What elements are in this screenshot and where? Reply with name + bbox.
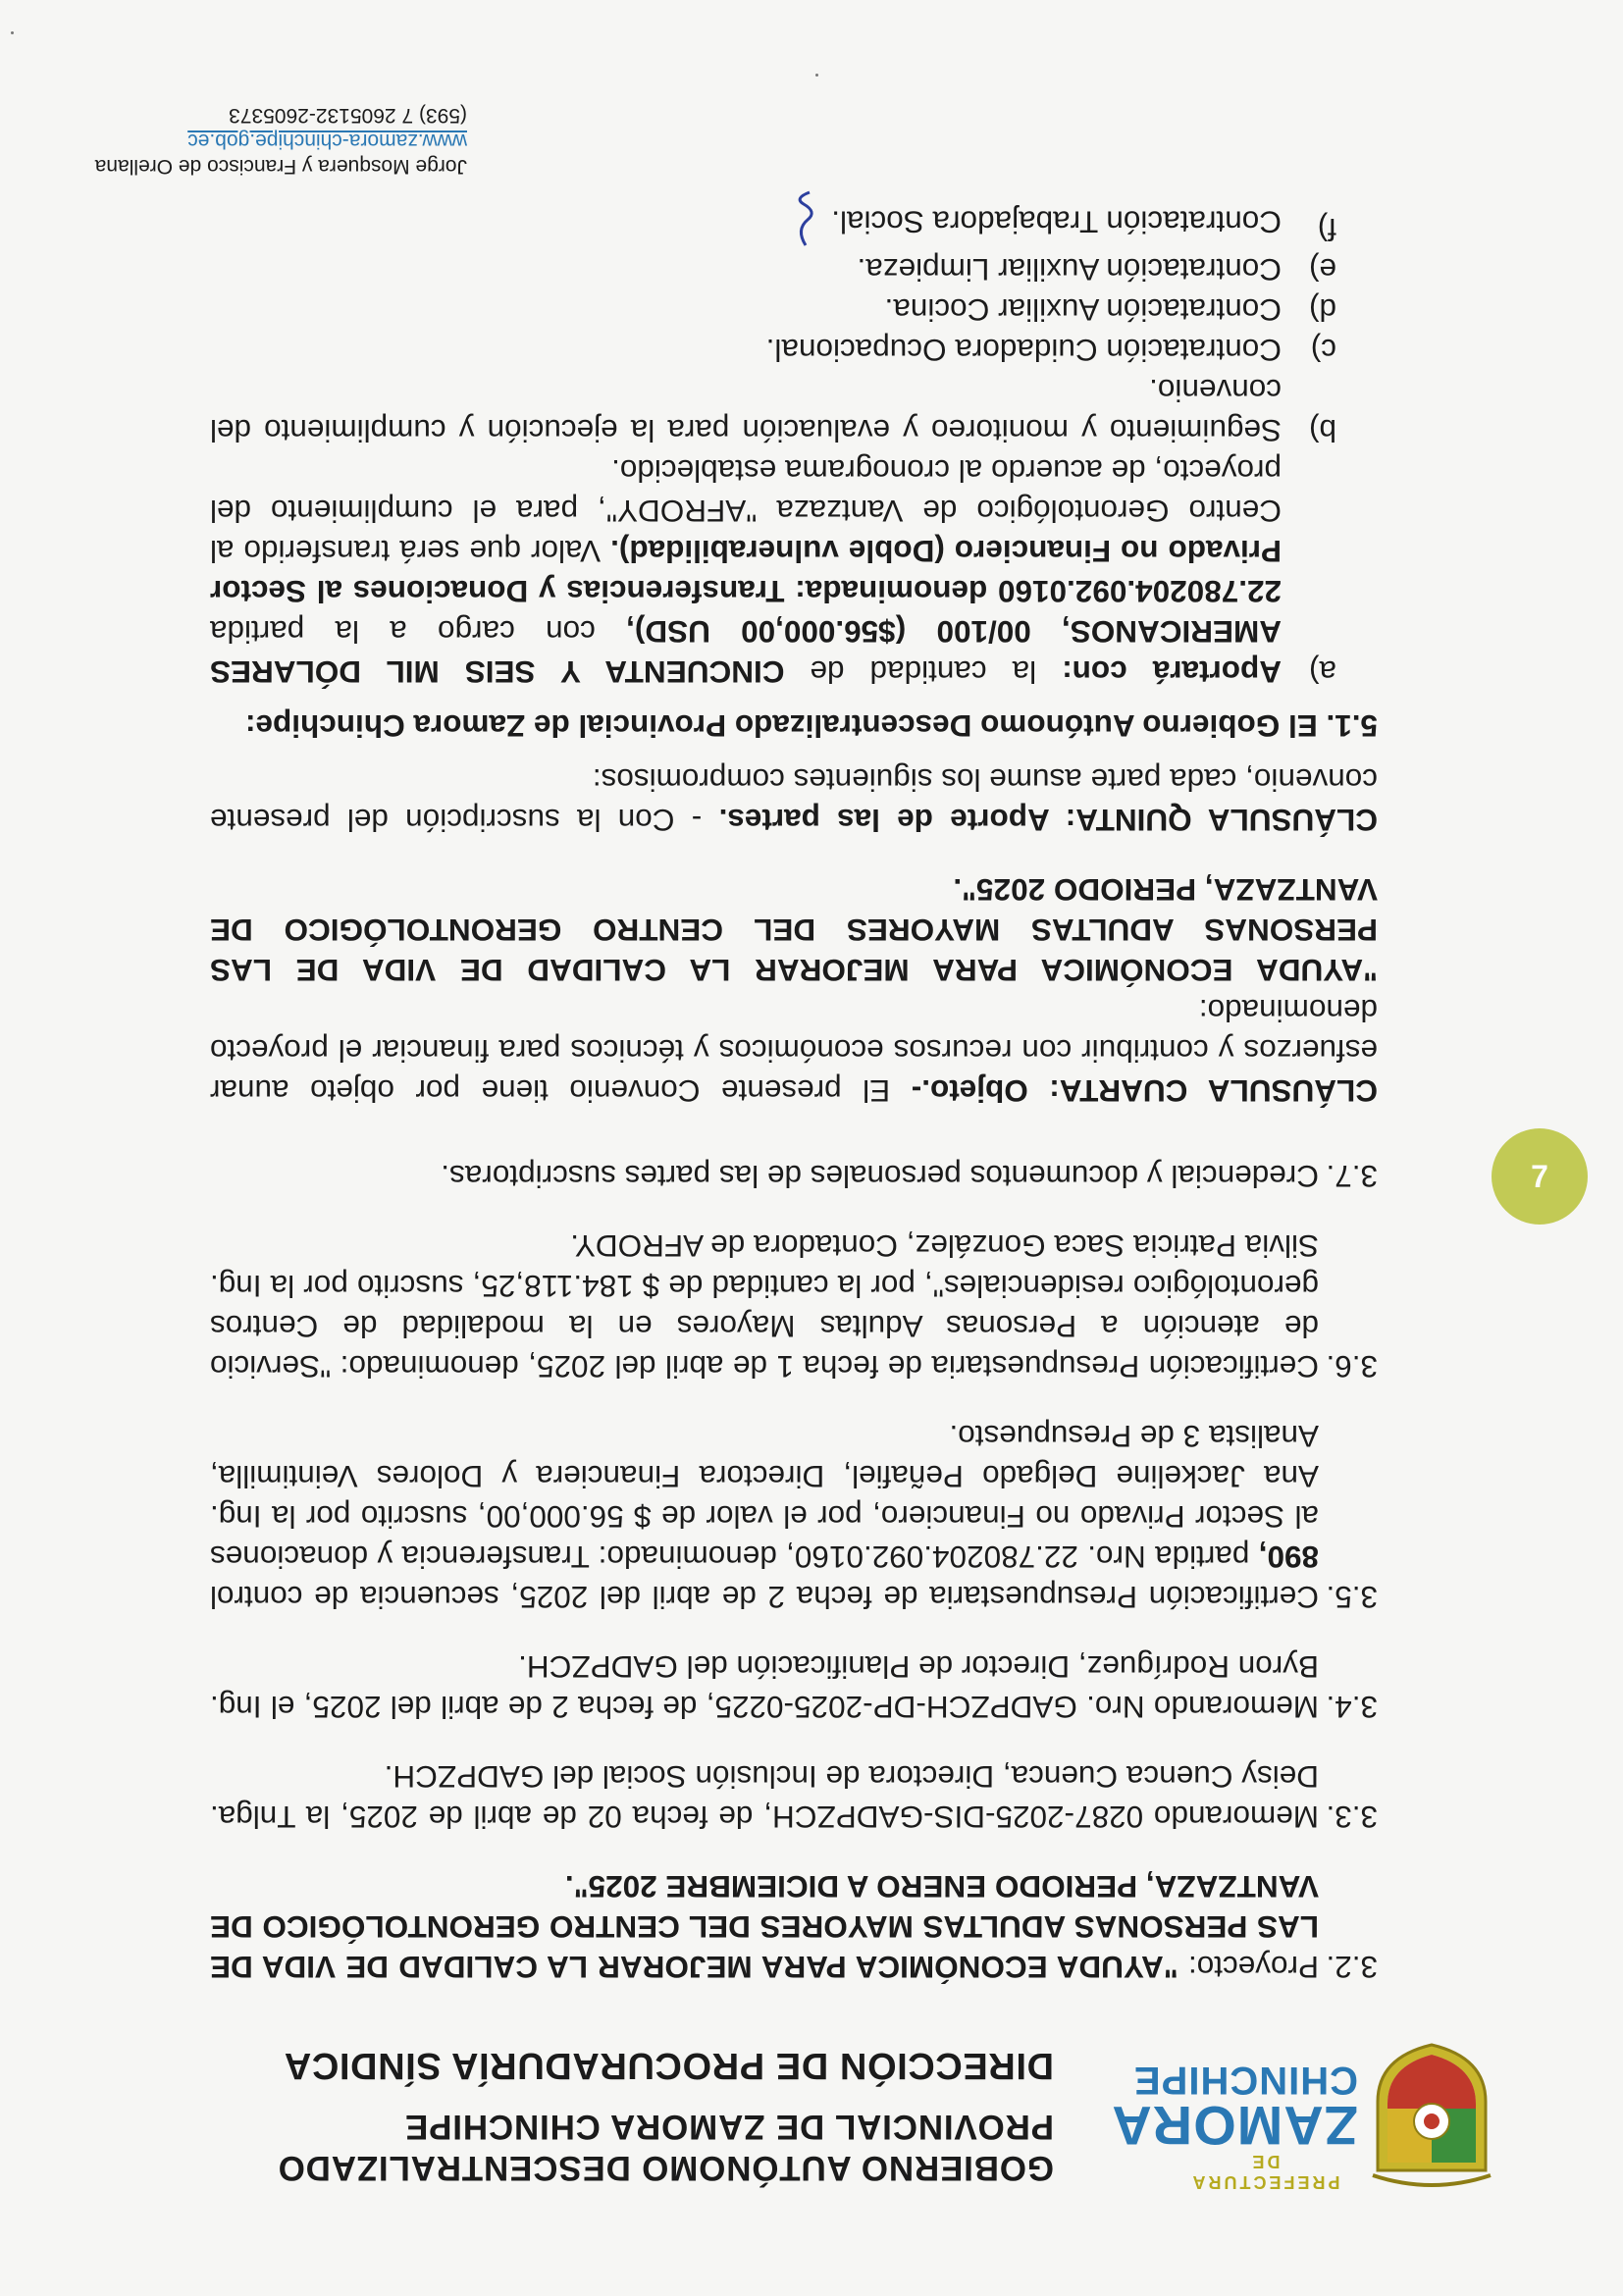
obligation-text: la cantidad de [784,654,1063,690]
item-number: 3.4. [1326,1690,1378,1725]
institution-line-1: GOBIERNO AUTÓNOMO DESCENTRALIZADO [277,2149,1054,2187]
item-text: Credencial y documentos personales de las partes suscriptoras. [441,1159,1319,1194]
item-text-cont: partida Nro. 22.780204.092.0160, denominado: Transferencia y donaciones al Sector Privado no Financiero, por el valor de $ 56.000,00, suscrito por la Ing. Ana Jackeline Delgado Peñafiel, Directora Financiera y Dolores Veintimilla, Analista 3 de Presupuesto. [210,1419,1319,1575]
scan-speck [815,74,818,77]
obligation-text: con cargo a la partida [209,614,627,650]
clausula-cuarta-text: El presente Convenio tiene por objeto aunar esfuerzos y contribuir con recursos económicos y técnicos para financiar el proyecto denominado: [210,993,1378,1109]
scan-speck [11,31,14,34]
logo-prefectura-text: PREFECTURA DE [1189,2152,1340,2192]
item-text: Certificación Presupuestaria de fecha 1 de abril del 2025, denominado: "Servicio de atención a Personas Adultas Mayores en la modalidad de Centros gerontológico residenciales", por la cantidad de $ 184.118,25, suscrito por la Ing. Silvia Patricia Saca González, Contadora de AFRODY. [210,1228,1319,1384]
obligations-list [210,190,1336,692]
item-number: 3.7. [1326,1159,1378,1194]
item-text: "AYUDA ECONÓMICA PARA MEJORAR LA CALIDAD DE VIDA DE LAS PERSONAS ADULTAS MAYORES DEL CENTRO GERONTOLÓGICO DE VANTZAZA, PERIODO ENERO A DICIEMBRE 2025". [210,1869,1319,1985]
footer-phone: (593) 7 2605132-2605373 [229,104,467,127]
handwritten-initial-mark [790,190,823,249]
institution-line-2: PROVINCIAL DE ZAMORA CHINCHIPE [404,2108,1054,2146]
obligation-letter: b) [1308,413,1336,448]
clausula-cuarta-project: "AYUDA ECONÓMICA PARA MEJORAR LA CALIDAD DE VIDA DE LAS PERSONAS ADULTAS MAYORES DEL CENTRO GERONTOLÓGICO DE VANTZAZA, PERIODO 2025". [210,872,1378,988]
budget-line-text: 22.780204.092.0160 denominada: Transferencias y Donaciones al Sector Privado no Financiero (Doble vulnerabilidad). [210,534,1282,609]
footer-website-link[interactable]: www.zamora-chinchipe.gob.ec [187,130,467,152]
obligation-text: Contratación Auxiliar Cocina. [884,292,1282,328]
direccion-title: DIRECCIÓN DE PROCURADURÍA SÍNDICA [284,2045,1054,2086]
obligation-letter: c) [1310,333,1336,368]
item-number: 3.6. [1326,1349,1378,1384]
list-item [210,1646,1378,1727]
amount-text: CINCUENTA Y SEIS MIL DÓLARES AMERICANOS, 00/100 ($56.000,00 USD), [210,614,1282,690]
obligation-text: Contratación Auxiliar Limpieza. [857,252,1282,287]
list-item [210,1226,1378,1386]
obligation-text: Seguimiento y monitoreo y evaluación para la ejecución y cumplimiento del convenio. [210,373,1282,448]
obligation-item [210,289,1336,330]
item-number: 3.5. [1326,1580,1378,1615]
letterhead [92,2031,1495,2198]
clausula-quinta-title: CLÁUSULA QUINTA: Aporte de las partes. [718,803,1378,838]
clausula-quinta-text: - Con la suscripción del presente convenio, cada parte asume los siguientes compromisos: [210,762,1378,838]
obligation-text: Contratación Trabajadora Social. [831,204,1282,240]
footer-address: Jorge Mosquera y Francisco de Orellana [94,155,467,178]
obligation-letter: a) [1308,654,1336,690]
obligation-letter: d) [1308,292,1336,328]
logo-chinchipe-text: CHINCHIPE [1132,2059,1358,2102]
list-item [210,1756,1378,1837]
list-item [210,1416,1378,1617]
obligation-letter: e) [1308,252,1336,287]
obligation-item [210,330,1336,370]
clausula-cuarta-title: CLÁUSULA CUARTA: Objeto.- [911,1073,1378,1109]
obligation-lead: Aportará con: [1062,654,1282,690]
provincial-crest-icon [1368,2043,1495,2190]
item-number: 3.3. [1326,1800,1378,1835]
item-number: 3.2. [1326,1950,1378,1985]
list-item [210,1866,1378,1987]
prefectura-logo [1073,2031,1495,2198]
obligation-item [210,450,1336,692]
page-number: 7 [1531,1158,1548,1194]
item-text: Certificación Presupuestaria de fecha 2 de abril del 2025, secuencia de control [210,1580,1319,1615]
clausula-quinta [210,759,1378,840]
obligation-item [210,190,1336,249]
obligation-item [210,249,1336,289]
control-sequence: 890, [1258,1539,1319,1575]
obligation-text: Contratación Cuidadora Ocupacional. [765,333,1282,368]
section-5-1-heading: 5.1. El Gobierno Autónomo Descentralizado Provincial de Zamora Chinchipe: [244,708,1378,744]
page-footer [55,102,467,179]
logo-zamora-text: ZAMORA [1111,2095,1358,2157]
item-text: Memorando Nro. GADPZCH-DP-2025-0225, de fecha 2 de abril del 2025, el Ing. Byron Rodríguez, Director de Planificación del GADPZCH. [210,1649,1319,1725]
clausula-cuarta [210,990,1378,1111]
obligation-text: Valor que será transferido al Centro Gerontológico de Vantzaza "AFRODY", para el cumplimiento del proyecto, de acuerdo al cronograma establecido. [210,453,1282,569]
obligation-letter: f) [1317,212,1336,247]
item-text: Memorando 0287-2025-DIS-GADPZCH, de fecha 02 de abril de 2025, la Tnlga. Deisy Cuenca Cuenca, Directora de Inclusión Social del GADPZCH. [210,1759,1319,1835]
item-lead: Proyecto: [1178,1950,1319,1985]
page-number-badge [1492,1128,1588,1225]
document-body [210,190,1378,1987]
list-item [210,1156,1378,1196]
obligation-item [210,370,1336,450]
institution-titles [92,2045,1054,2188]
